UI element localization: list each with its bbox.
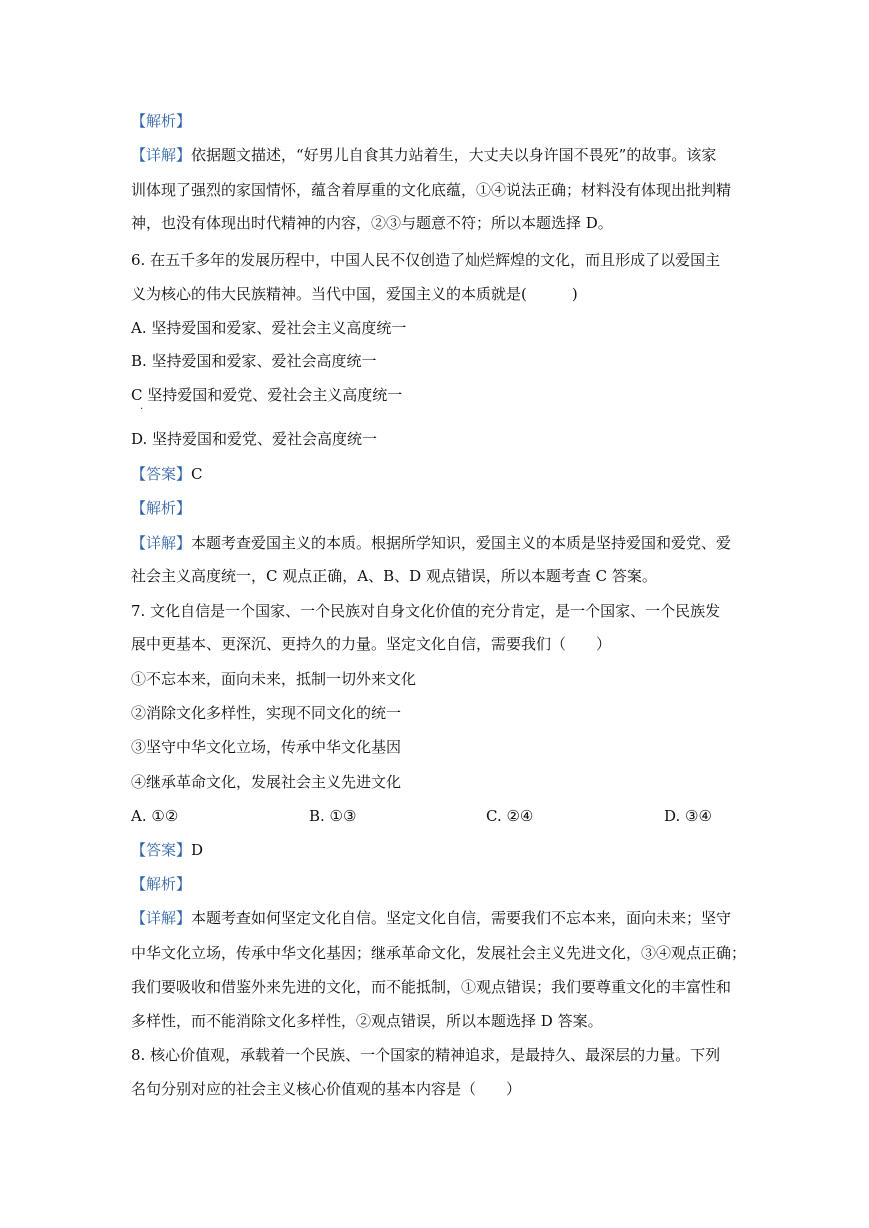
detail-line: 【详解】本题考查爱国主义的本质。根据所学知识，爱国主义的本质是坚持爱国和爱党、爱 [131,534,732,552]
question-stem-line: 展中更基本、更深沉、更持久的力量。坚定文化自信，需要我们（ ） [131,635,612,653]
answer-value: D [191,841,204,859]
option-c: C. ②④ [486,807,534,825]
statement-1: ①不忘本来，面向未来，抵制一切外来文化 [131,670,417,688]
statement-3: ③坚守中华文化立场，传承中华文化基因 [131,738,402,756]
detail-line: 中华文化立场，传承中华文化基因；继承革命文化，发展社会主义先进文化，③④观点正确； [131,944,747,962]
statement-2: ②消除文化多样性，实现不同文化的统一 [131,704,402,722]
detail-line: 【详解】本题考查如何坚定文化自信。坚定文化自信，需要我们不忘本来，面向未来；坚守 [131,909,732,927]
option-c: C 坚持爱国和爱党、爱社会主义高度统一 [131,386,403,404]
detail-tag: 【详解】 [131,146,192,164]
detail-line: 多样性，而不能消除文化多样性，②观点错误，所以本题选择 D 答案。 [131,1012,603,1030]
question-stem-line: 名句分别对应的社会主义核心价值观的基本内容是（ ） [131,1080,522,1098]
answer-line [131,840,203,860]
option-a: A. 坚持爱国和爱家、爱社会主义高度统一 [131,319,407,337]
question-stem-line: 义为核心的伟大民族精神。当代中国，爱国主义的本质就是( ) [131,285,578,303]
option-d: D. 坚持爱国和爱党、爱社会高度统一 [131,430,378,448]
analysis-tag: 【解析】 [131,875,192,893]
option-c-dot: · [140,404,144,415]
answer-tag: 【答案】 [131,841,192,859]
analysis-tag: 【解析】 [131,112,192,130]
detail-tag: 【详解】 [131,909,192,927]
analysis-tag: 【解析】 [131,499,192,517]
question-stem-line: 6. 在五千多年的发展历程中，中国人民不仅创造了灿烂辉煌的文化，而且形成了以爱国主 [131,251,721,269]
option-b: B. ①③ [309,807,357,825]
detail-line: 社会主义高度统一，C 观点正确，A、B、D 观点错误，所以本题考查 C 答案。 [131,567,657,585]
option-a: A. ①② [131,807,179,825]
answer-tag: 【答案】 [131,465,192,483]
detail-tag: 【详解】 [131,534,192,552]
detail-line: 【详解】依据题文描述，“好男儿自食其力站着生，大丈夫以身许国不畏死”的故事。该家 [131,146,717,164]
detail-line: 神，也没有体现出时代精神的内容，②③与题意不符；所以本题选择 D。 [131,214,613,232]
option-b: B. 坚持爱国和爱家、爱社会高度统一 [131,352,377,370]
option-d: D. ③④ [664,807,712,825]
question-stem-line: 8. 核心价值观，承载着一个民族、一个国家的精神追求，是最持久、最深层的力量。下列 [131,1046,721,1064]
detail-line: 我们要吸收和借鉴外来先进的文化，而不能抵制，①观点错误；我们要尊重文化的丰富性和 [131,978,732,996]
answer-line [131,464,203,484]
question-stem-line: 7. 文化自信是一个国家、一个民族对自身文化价值的充分肯定，是一个国家、一个民族发 [131,602,721,620]
answer-value: C [191,465,203,483]
detail-line: 训体现了强烈的家国情怀，蕴含着厚重的文化底蕴，①④说法正确；材料没有体现出批判精 [131,181,732,199]
statement-4: ④继承革命文化，发展社会主义先进文化 [131,773,402,791]
